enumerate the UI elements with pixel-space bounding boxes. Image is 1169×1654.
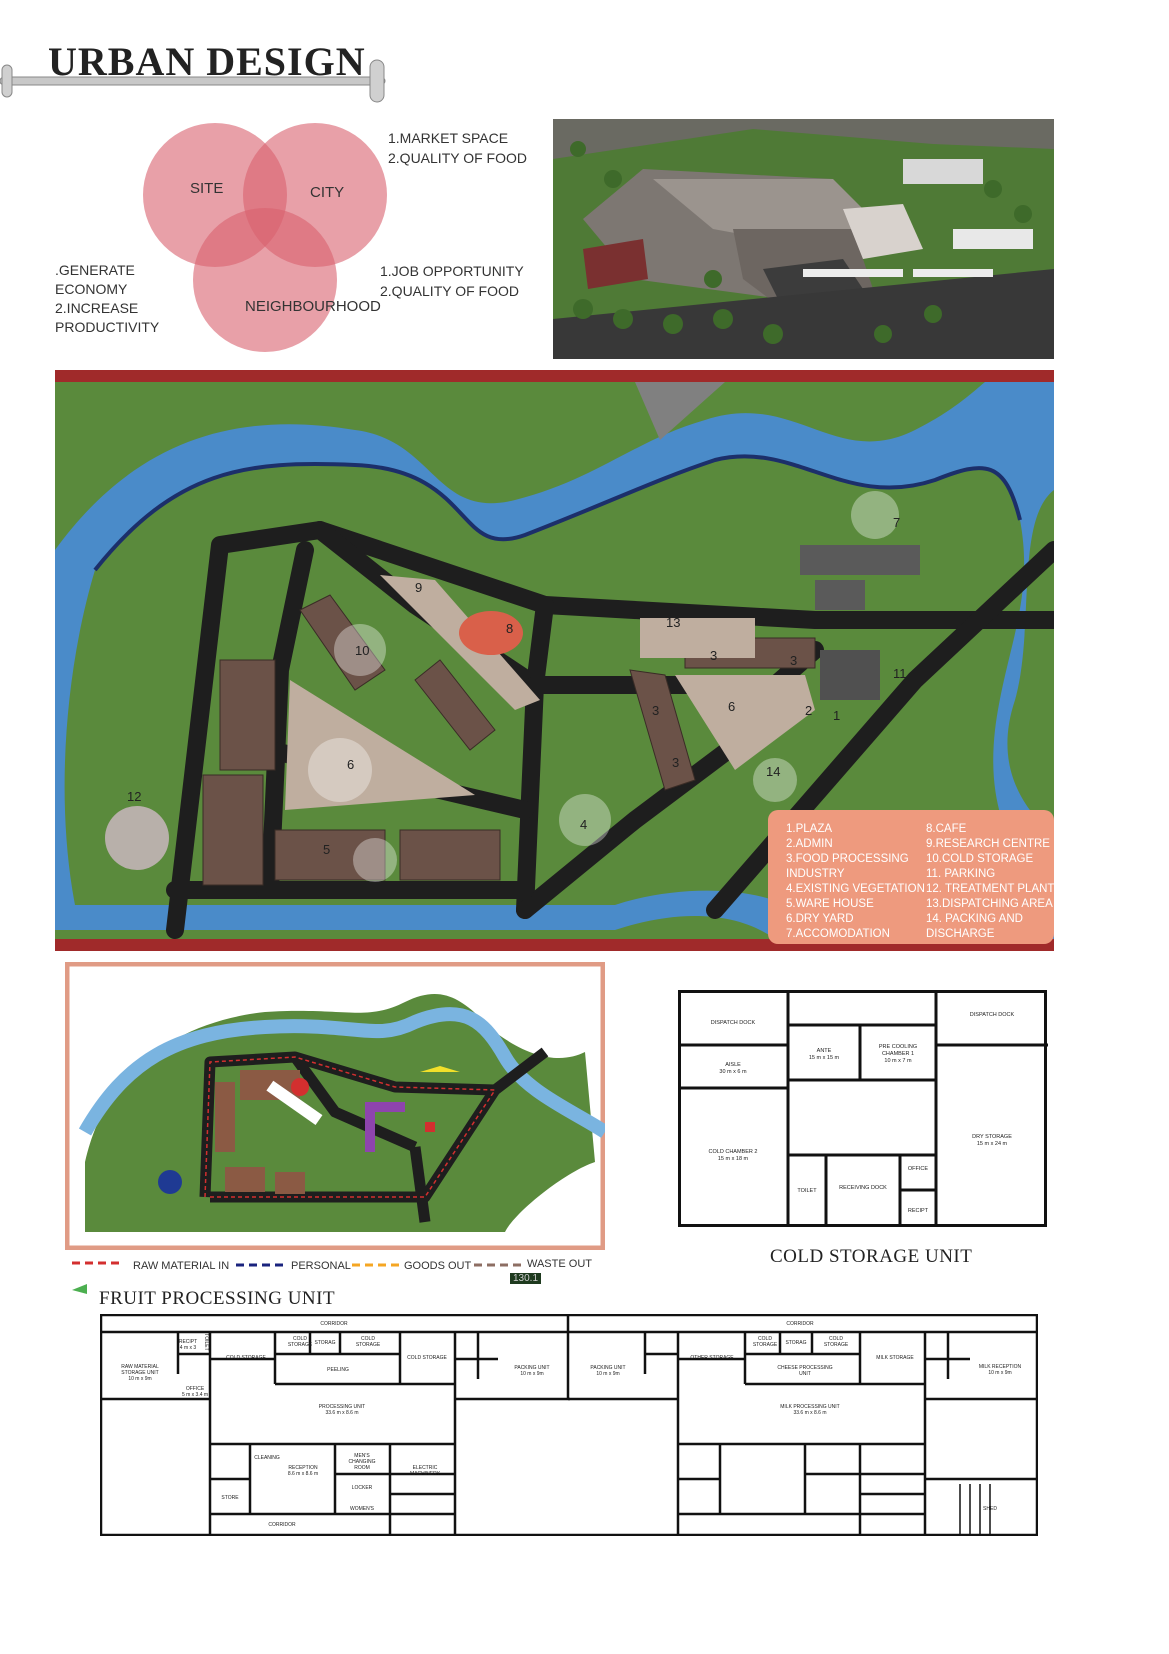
plan-label-7: 7 bbox=[893, 515, 901, 530]
plan-label-14: 14 bbox=[766, 764, 781, 779]
fp-office: OFFICE bbox=[185, 1386, 205, 1392]
plan-label-12: 12 bbox=[127, 789, 142, 804]
fp-corridor-left-2: CORRIDOR bbox=[268, 1522, 296, 1528]
fp-r-cold2a: COLD bbox=[829, 1336, 843, 1342]
cs-dry-storage-dim: 15 m x 24 m bbox=[976, 1141, 1008, 1147]
fp-electric: ELECTRIC bbox=[412, 1465, 438, 1471]
cs-aisle-dim: 30 m x 6 m bbox=[719, 1069, 747, 1075]
legend-left-col: 1.PLAZA 2.ADMIN 3.FOOD PROCESSING INDUSTRY 4.EXISTING VEGETATION 5.WARE HOUSE 6.DRY YARD 7.ACCOMODATION bbox=[786, 823, 925, 940]
plan-label-1: 1 bbox=[833, 708, 841, 723]
fp-reception-dim: 8.6 m x 8.6 m bbox=[287, 1471, 319, 1477]
aerial-render bbox=[553, 119, 1054, 359]
fp-cold3b: STORAGE bbox=[355, 1342, 381, 1348]
plan-label-8: 8 bbox=[506, 621, 514, 636]
fp-packing-right: PACKING UNIT bbox=[590, 1365, 626, 1371]
fp-office-dim: 5 m x 3.4 m bbox=[181, 1392, 209, 1398]
fp-r-cold2b: STORAGE bbox=[823, 1342, 849, 1348]
flow-legend-raw: RAW MATERIAL IN bbox=[133, 1260, 230, 1272]
fp-r-storag: STORAG bbox=[785, 1340, 807, 1346]
fp-cold2a: COLD bbox=[293, 1336, 307, 1342]
plan-label-13: 13 bbox=[666, 615, 681, 630]
fp-toilet: TOILET bbox=[203, 1333, 209, 1351]
fruit-processing-plan bbox=[100, 1314, 1038, 1536]
fp-storag: STORAG bbox=[314, 1340, 336, 1346]
fp-cheese: CHEESE PROCESSING bbox=[777, 1365, 833, 1371]
venn-notes-left: .GENERATE ECONOMY 2.INCREASE PRODUCTIVITY bbox=[55, 262, 160, 335]
venn-label-site: SITE bbox=[190, 180, 224, 197]
fp-r-cold1a: COLD bbox=[758, 1336, 772, 1342]
fp-recipt: RECIPT bbox=[178, 1339, 198, 1345]
fp-milk-reception: MILK RECEPTION bbox=[978, 1364, 1022, 1370]
fp-packing: PACKING UNIT bbox=[514, 1365, 550, 1371]
fp-mens-3: ROOM bbox=[354, 1465, 370, 1471]
venn-label-city: CITY bbox=[310, 184, 345, 201]
fp-milk-reception-dim: 10 m x 9m bbox=[988, 1370, 1012, 1376]
fp-other-storage: OTHER STORAGE bbox=[690, 1355, 734, 1361]
fp-milk-processing: MILK PROCESSING UNIT bbox=[780, 1404, 840, 1410]
fp-corridor-left: CORRIDOR bbox=[320, 1321, 348, 1327]
fp-mens: MEN'S bbox=[354, 1453, 370, 1459]
fp-peeling: PEELING bbox=[327, 1367, 349, 1373]
plan-label-3a: 3 bbox=[710, 648, 718, 663]
flow-legend-goods: GOODS OUT bbox=[404, 1260, 472, 1272]
flow-legend-personal: PERSONAL bbox=[291, 1260, 351, 1272]
fp-womens: WOMEN'S bbox=[349, 1506, 375, 1512]
cafe-marker bbox=[459, 611, 523, 655]
fp-packing-right-dim: 10 m x 9m bbox=[596, 1371, 620, 1377]
venn-label-neighbourhood: NEIGHBOURHOOD bbox=[245, 298, 381, 315]
plan-label-6b: 6 bbox=[728, 699, 736, 714]
fp-milk-storage: MILK STORAGE bbox=[876, 1355, 914, 1361]
fp-mens-2: CHANGING bbox=[348, 1459, 376, 1465]
flow-diagram bbox=[65, 962, 605, 1250]
cs-dispatch-dock-2: DISPATCH DOCK bbox=[969, 1012, 1015, 1018]
cs-cold-chamber: COLD CHAMBER 2 bbox=[708, 1149, 758, 1155]
plan-label-6a: 6 bbox=[347, 757, 355, 772]
fp-cold3a: COLD bbox=[361, 1336, 375, 1342]
flow-tag: 130.1 bbox=[510, 1273, 541, 1284]
fp-raw-2: STORAGE UNIT bbox=[121, 1370, 159, 1376]
plan-label-2: 2 bbox=[805, 703, 813, 718]
cold-storage-plan bbox=[678, 990, 1048, 1228]
fruit-processing-caption: FRUIT PROCESSING UNIT bbox=[99, 1288, 336, 1309]
fp-recipt-dim: 4 m x 3 bbox=[179, 1345, 197, 1351]
fp-processing-dim: 33.6 m x 8.6 m bbox=[325, 1410, 359, 1416]
fp-raw: RAW MATERIAL bbox=[121, 1364, 159, 1370]
fp-reception: RECEPTION bbox=[288, 1465, 318, 1471]
cs-dry-storage: DRY STORAGE bbox=[972, 1134, 1012, 1140]
cs-recipt: RECIPT bbox=[907, 1208, 929, 1214]
flow-legend-waste: WASTE OUT bbox=[527, 1258, 592, 1270]
venn-diagram bbox=[130, 120, 410, 370]
site-plan-legend bbox=[768, 810, 1054, 944]
fp-shed: SHED bbox=[983, 1506, 997, 1512]
fp-cold2b: STORAGE bbox=[287, 1342, 313, 1348]
cs-receiving: RECEIVING DOCK bbox=[839, 1185, 887, 1191]
flow-legend-personal-mark bbox=[236, 1262, 286, 1268]
fp-corridor-right: CORRIDOR bbox=[786, 1321, 814, 1327]
cs-aisle: AISLE bbox=[725, 1062, 741, 1068]
page-title: URBAN DESIGN bbox=[48, 39, 366, 84]
plan-label-11: 11 bbox=[893, 666, 907, 681]
plan-label-5: 5 bbox=[323, 842, 331, 857]
flow-legend-waste-mark bbox=[474, 1262, 524, 1268]
cs-precooling-dim: 10 m x 7 m bbox=[884, 1058, 912, 1064]
plan-label-3b: 3 bbox=[790, 653, 798, 668]
legend-right-col: 8.CAFE 9.RESEARCH CENTRE 10.COLD STORAGE 11. PARKING 12. TREATMENT PLANT 13.DISPATCHING AREA 14. PACKING AND DISCHARGE bbox=[926, 823, 1055, 940]
plan-label-4: 4 bbox=[580, 817, 588, 832]
treatment-plant bbox=[105, 806, 169, 870]
venn-circle-neighbourhood bbox=[193, 208, 337, 352]
fp-cold4: COLD STORAGE bbox=[407, 1355, 447, 1361]
cs-ante-dim: 15 m x 15 m bbox=[808, 1055, 840, 1061]
fp-r-cold1b: STORAGE bbox=[752, 1342, 778, 1348]
cs-cold-chamber-dim: 15 m x 18 m bbox=[717, 1156, 749, 1162]
fp-store: STORE bbox=[221, 1495, 239, 1501]
plan-label-9: 9 bbox=[415, 580, 423, 595]
cs-office: OFFICE bbox=[907, 1166, 929, 1172]
fp-milk-processing-dim: 33.6 m x 8.6 m bbox=[793, 1410, 827, 1416]
cs-toilet: TOILET bbox=[797, 1188, 817, 1194]
venn-notes-top: 1.MARKET SPACE 2.QUALITY OF FOOD bbox=[388, 130, 527, 166]
fp-raw-dim: 10 m x 9m bbox=[128, 1376, 152, 1382]
cs-precooling-2: CHAMBER 1 bbox=[881, 1051, 915, 1057]
fp-electric-2: MACHINERY bbox=[410, 1471, 440, 1477]
cs-ante: ANTE bbox=[816, 1048, 832, 1054]
flow-legend-goods-mark bbox=[352, 1262, 402, 1268]
cs-dispatch-dock-1: DISPATCH DOCK bbox=[710, 1020, 756, 1026]
plan-label-3c: 3 bbox=[652, 703, 660, 718]
fp-cold1: COLD STORAGE bbox=[226, 1355, 266, 1361]
venn-notes-right: 1.JOB OPPORTUNITY 2.QUALITY OF FOOD bbox=[380, 263, 524, 299]
plan-label-3d: 3 bbox=[672, 755, 680, 770]
fp-cheese-2: UNIT bbox=[799, 1371, 811, 1377]
fp-packing-dim: 10 m x 9m bbox=[520, 1371, 544, 1377]
fp-cleaning: CLEANING bbox=[254, 1455, 280, 1461]
cold-storage-caption: COLD STORAGE UNIT bbox=[770, 1246, 973, 1267]
cs-precooling: PRE COOLING bbox=[878, 1044, 918, 1050]
fp-processing: PROCESSING UNIT bbox=[318, 1404, 366, 1410]
fp-locker: LOCKER bbox=[351, 1485, 373, 1491]
plan-label-10: 10 bbox=[355, 643, 370, 658]
